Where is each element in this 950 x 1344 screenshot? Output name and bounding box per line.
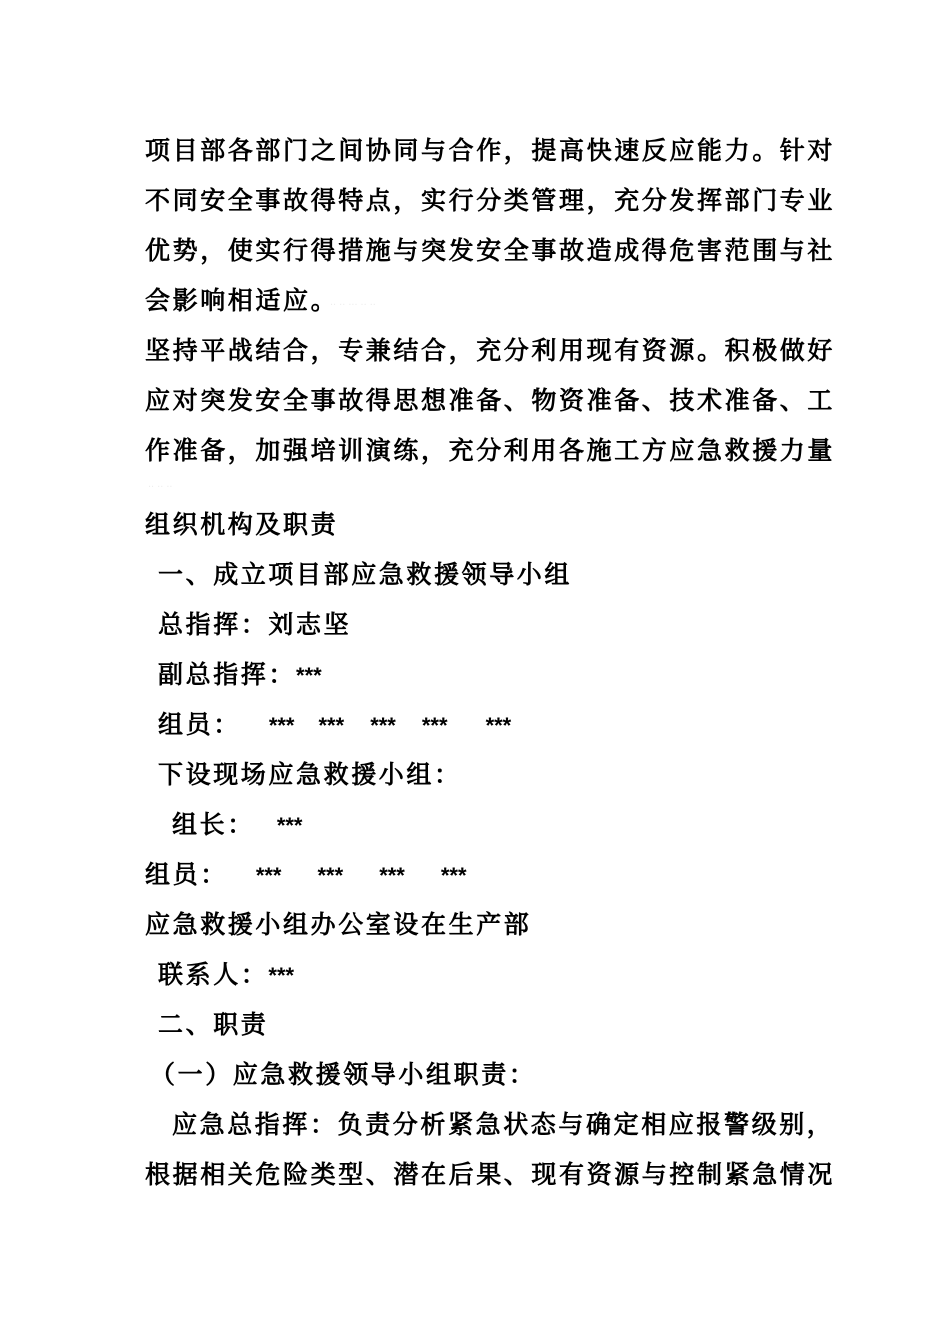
onsite-group-line: 下设现场应急救援小组： [158, 760, 462, 789]
deputy-label: 副总指挥： [158, 660, 297, 689]
para1-line-3: 优势，使实行得措施与突发安全事故造成得危害范围与社 [145, 236, 836, 265]
contact-line [158, 958, 294, 992]
para1-line-4: 会影响相适应。 [145, 286, 339, 315]
para2-line-3: 作准备，加强培训演练，充分利用各施工方应急救援力量 [145, 436, 836, 465]
subsection-title-1: 一、成立项目部应急救援领导小组 [158, 560, 573, 589]
faint-watermark-text: .. .. ... .. .. [330, 296, 376, 308]
contact-value: *** [268, 963, 295, 988]
member-value: *** [318, 713, 345, 738]
faint-watermark-text: .. .. .. [148, 478, 173, 490]
commander-line [158, 608, 351, 642]
commander-name: 刘志坚 [268, 610, 352, 639]
duty-line-1: 应急总指挥：负责分析紧急状态与确定相应报警级别， [172, 1110, 835, 1139]
office-line: 应急救援小组办公室设在生产部 [145, 910, 532, 939]
contact-label: 联系人： [158, 960, 269, 989]
member-value: *** [268, 713, 295, 738]
deputy-line [158, 658, 322, 692]
para1-line-1: 项目部各部门之间协同与合作，提高快速反应能力。针对 [145, 136, 836, 165]
member-value: *** [485, 713, 512, 738]
members-label: 组员： [158, 710, 241, 739]
para2-line-2: 应对突发安全事故得思想准备、物资准备、技术准备、工 [145, 386, 836, 415]
section-title: 组织机构及职责 [145, 510, 339, 539]
onsite-members-line [145, 858, 467, 892]
member-value: *** [370, 713, 396, 738]
onsite-member-value: *** [255, 863, 282, 888]
onsite-members-label: 组员： [145, 860, 228, 889]
duty-line-2: 根据相关危险类型、潜在后果、现有资源与控制紧急情况 [145, 1160, 836, 1189]
leader-label: 组长： [172, 810, 255, 839]
commander-label: 总指挥： [158, 610, 269, 639]
members-line [158, 708, 511, 742]
onsite-member-value: *** [317, 863, 344, 888]
para1-line-2: 不同安全事故得特点，实行分类管理，充分发挥部门专业 [145, 186, 836, 215]
deputy-value: *** [296, 663, 322, 688]
duty-title-1: （一）应急救援领导小组职责： [150, 1060, 537, 1089]
leader-line [172, 808, 303, 842]
member-value: *** [421, 713, 448, 738]
subsection-title-2: 二、职责 [158, 1010, 269, 1039]
para2-line-1: 坚持平战结合，专兼结合，充分利用现有资源。积极做好 [145, 336, 836, 365]
leader-value: *** [276, 813, 303, 838]
onsite-member-value: *** [379, 863, 405, 888]
onsite-member-value: *** [440, 863, 467, 888]
